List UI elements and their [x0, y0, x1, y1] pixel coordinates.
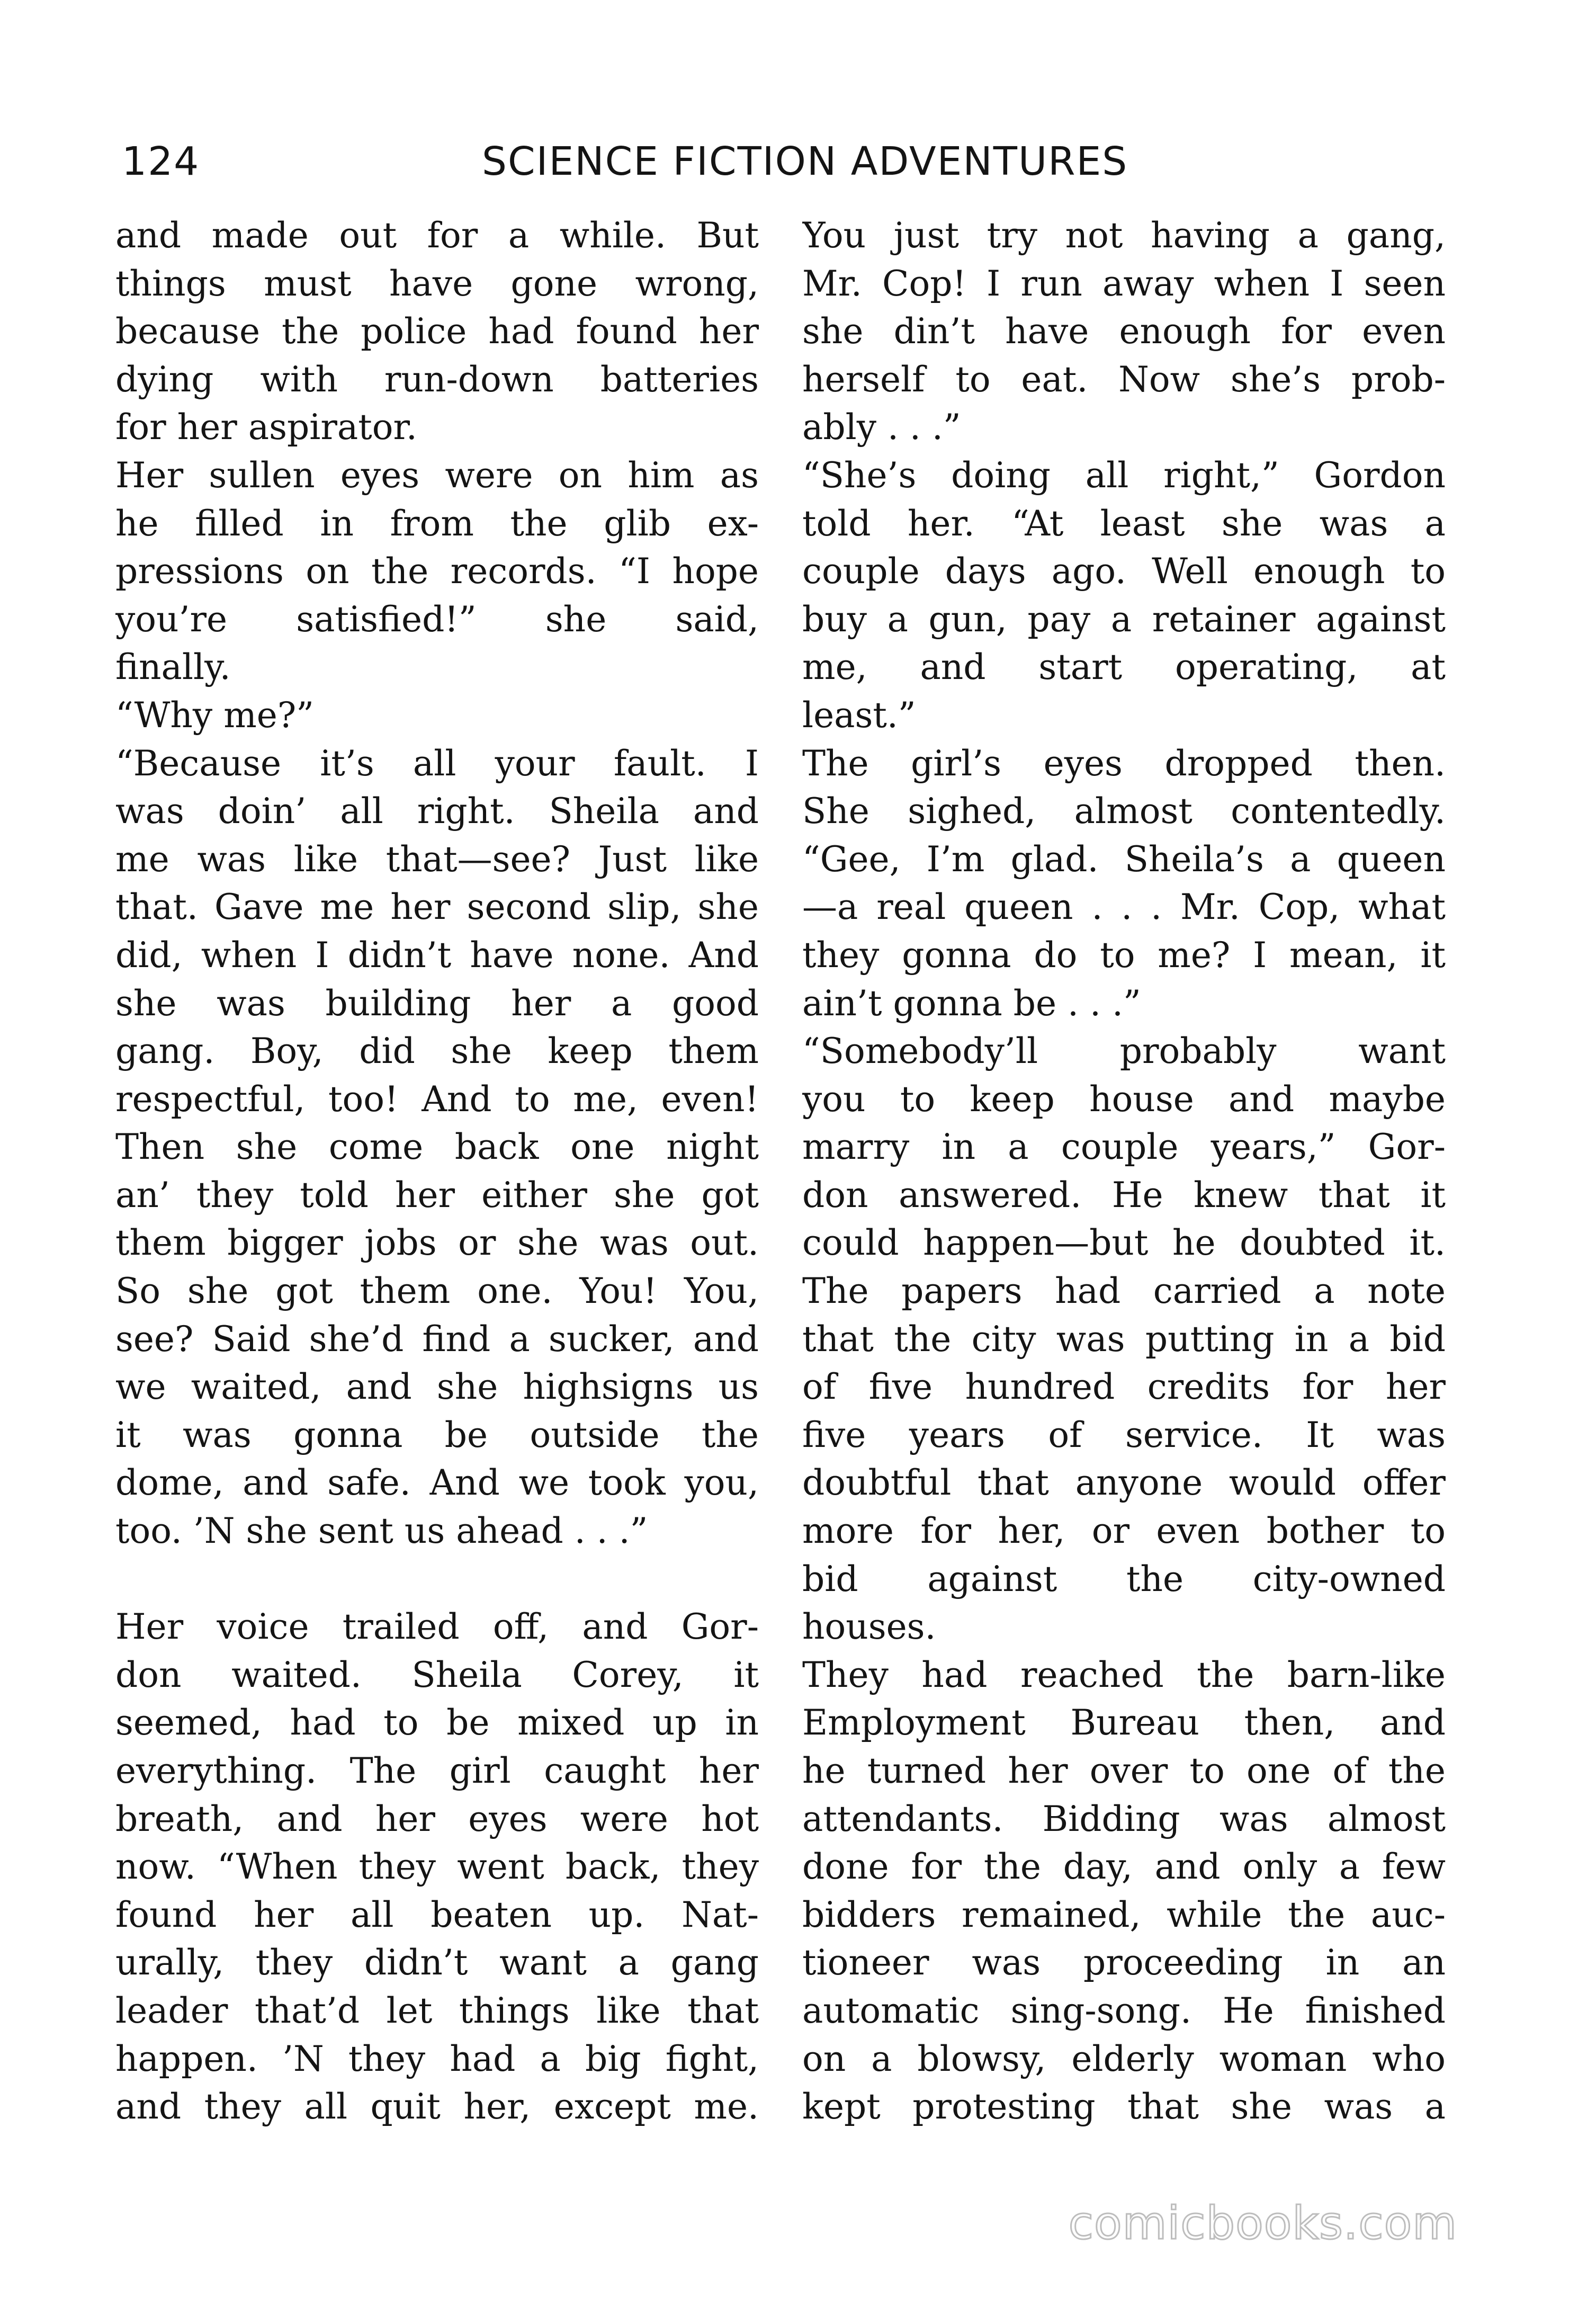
text-line: The papers had carried a note [802, 1271, 1446, 1312]
text-line: and made out for a while. But [115, 215, 759, 256]
text-line: because the police had found her [115, 311, 759, 352]
text-line: found her all beaten up. Nat- [115, 1894, 759, 1935]
text-line: gang. Boy, did she keep them [115, 1031, 759, 1072]
text-line: So she got them one. You! You, [115, 1271, 759, 1312]
text-line: five years of service. It was [802, 1414, 1446, 1455]
text-line: tioneer was proceeding in an [802, 1942, 1446, 1983]
text-line: dome, and safe. And we took you, [115, 1462, 759, 1504]
text-line: for her aspirator. [115, 407, 417, 448]
text-line: pressions on the records. “I hope [115, 551, 759, 592]
text-line: ably . . .” [802, 407, 961, 448]
text-line: now. “When they went back, they [115, 1846, 759, 1888]
text-line: we waited, and she highsigns us [115, 1366, 759, 1408]
text-line: she din’t have enough for even [802, 311, 1446, 352]
text-line: bid against the city-owned [802, 1558, 1446, 1599]
text-line: was doin’ all right. Sheila and [115, 791, 759, 832]
text-line: attendants. Bidding was almost [802, 1798, 1446, 1839]
text-line: more for her, or even bother to [802, 1510, 1446, 1552]
text-line: too. ’N she sent us ahead . . .” [115, 1510, 648, 1552]
text-line: Mr. Cop! I run away when I seen [802, 263, 1446, 304]
text-line: see? Said she’d find a sucker, and [115, 1318, 759, 1360]
page-header [122, 132, 1440, 191]
text-line: “She’s doing all right,” Gordon [802, 454, 1446, 496]
text-line: buy a gun, pay a retainer against [802, 598, 1446, 640]
text-line: Her sullen eyes were on him as [115, 454, 759, 496]
text-line: couple days ago. Well enough to [802, 551, 1446, 592]
text-line: urally, they didn’t want a gang [115, 1942, 759, 1983]
text-line: finally. [115, 647, 231, 688]
text-line: ain’t gonna be . . .” [802, 982, 1141, 1024]
text-line: —a real queen . . . Mr. Cop, what [802, 887, 1446, 928]
page-number: 124 [122, 139, 200, 184]
text-line: everything. The girl caught her [115, 1750, 759, 1791]
text-line: They had reached the barn-like [802, 1654, 1446, 1695]
text-line: things must have gone wrong, [115, 263, 759, 304]
text-line: of five hundred credits for her [802, 1366, 1446, 1408]
text-line: bidders remained, while the auc- [802, 1894, 1446, 1935]
text-line: kept protesting that she was a [802, 2086, 1446, 2128]
text-line: automatic sing-song. He finished [802, 1990, 1446, 2031]
text-line: houses. [802, 1606, 936, 1648]
text-line [115, 1556, 759, 1604]
text-line: don waited. Sheila Corey, it [115, 1654, 759, 1695]
text-line: breath, and her eyes were hot [115, 1798, 759, 1839]
text-line: them bigger jobs or she was out. [115, 1222, 759, 1264]
text-line: respectful, too! And to me, even! [115, 1078, 759, 1120]
text-line: herself to eat. Now she’s prob- [802, 359, 1446, 400]
text-line: told her. “At least she was a [802, 503, 1446, 544]
text-line: marry in a couple years,” Gor- [802, 1127, 1446, 1168]
text-line: they gonna do to me? I mean, it [802, 934, 1446, 976]
text-line: an’ they told her either she got [115, 1174, 759, 1215]
text-line: leader that’d let things like that [115, 1990, 759, 2031]
text-line: “Why me?” [115, 694, 314, 736]
left-text-column [115, 212, 759, 2131]
text-line: he filled in from the glib ex- [115, 503, 759, 544]
text-line: done for the day, and only a few [802, 1846, 1446, 1888]
text-line: The girl’s eyes dropped then. [802, 743, 1446, 784]
text-line: she was building her a good [115, 982, 759, 1024]
text-line: seemed, had to be mixed up in [115, 1702, 759, 1744]
text-line: “Somebody’ll probably want [802, 1031, 1446, 1072]
text-line: She sighed, almost contentedly. [802, 791, 1446, 832]
watermark: comicbooks.com [1068, 2197, 1457, 2250]
text-line: you’re satisfied!” she said, [115, 598, 759, 640]
text-line: and they all quit her, except me. [115, 2086, 759, 2128]
running-title: SCIENCE FICTION ADVENTURES [482, 139, 1128, 184]
text-line: me was like that—see? Just like [115, 838, 759, 880]
text-line: you to keep house and maybe [802, 1078, 1446, 1120]
text-line: on a blowsy, elderly woman who [802, 2038, 1446, 2079]
text-line: that. Gave me her second slip, she [115, 887, 759, 928]
text-line: Her voice trailed off, and Gor- [115, 1606, 759, 1648]
text-line: Employment Bureau then, and [802, 1702, 1446, 1744]
text-line: don answered. He knew that it [802, 1174, 1446, 1215]
text-line: it was gonna be outside the [115, 1414, 759, 1455]
text-line: doubtful that anyone would offer [802, 1462, 1446, 1504]
right-text-column [802, 212, 1446, 2131]
text-line: that the city was putting in a bid [802, 1318, 1446, 1360]
text-line: dying with run-down batteries [115, 359, 759, 400]
text-line: “Gee, I’m glad. Sheila’s a queen [802, 838, 1446, 880]
text-line: Then she come back one night [115, 1127, 759, 1168]
text-line: me, and start operating, at [802, 647, 1446, 688]
text-line: You just try not having a gang, [802, 215, 1446, 256]
text-line: happen. ’N they had a big fight, [115, 2038, 759, 2079]
text-line: could happen—but he doubted it. [802, 1222, 1446, 1264]
text-line: “Because it’s all your fault. I [115, 743, 759, 784]
text-line: least.” [802, 694, 916, 736]
text-line: he turned her over to one of the [802, 1750, 1446, 1791]
text-line: did, when I didn’t have none. And [115, 934, 759, 976]
